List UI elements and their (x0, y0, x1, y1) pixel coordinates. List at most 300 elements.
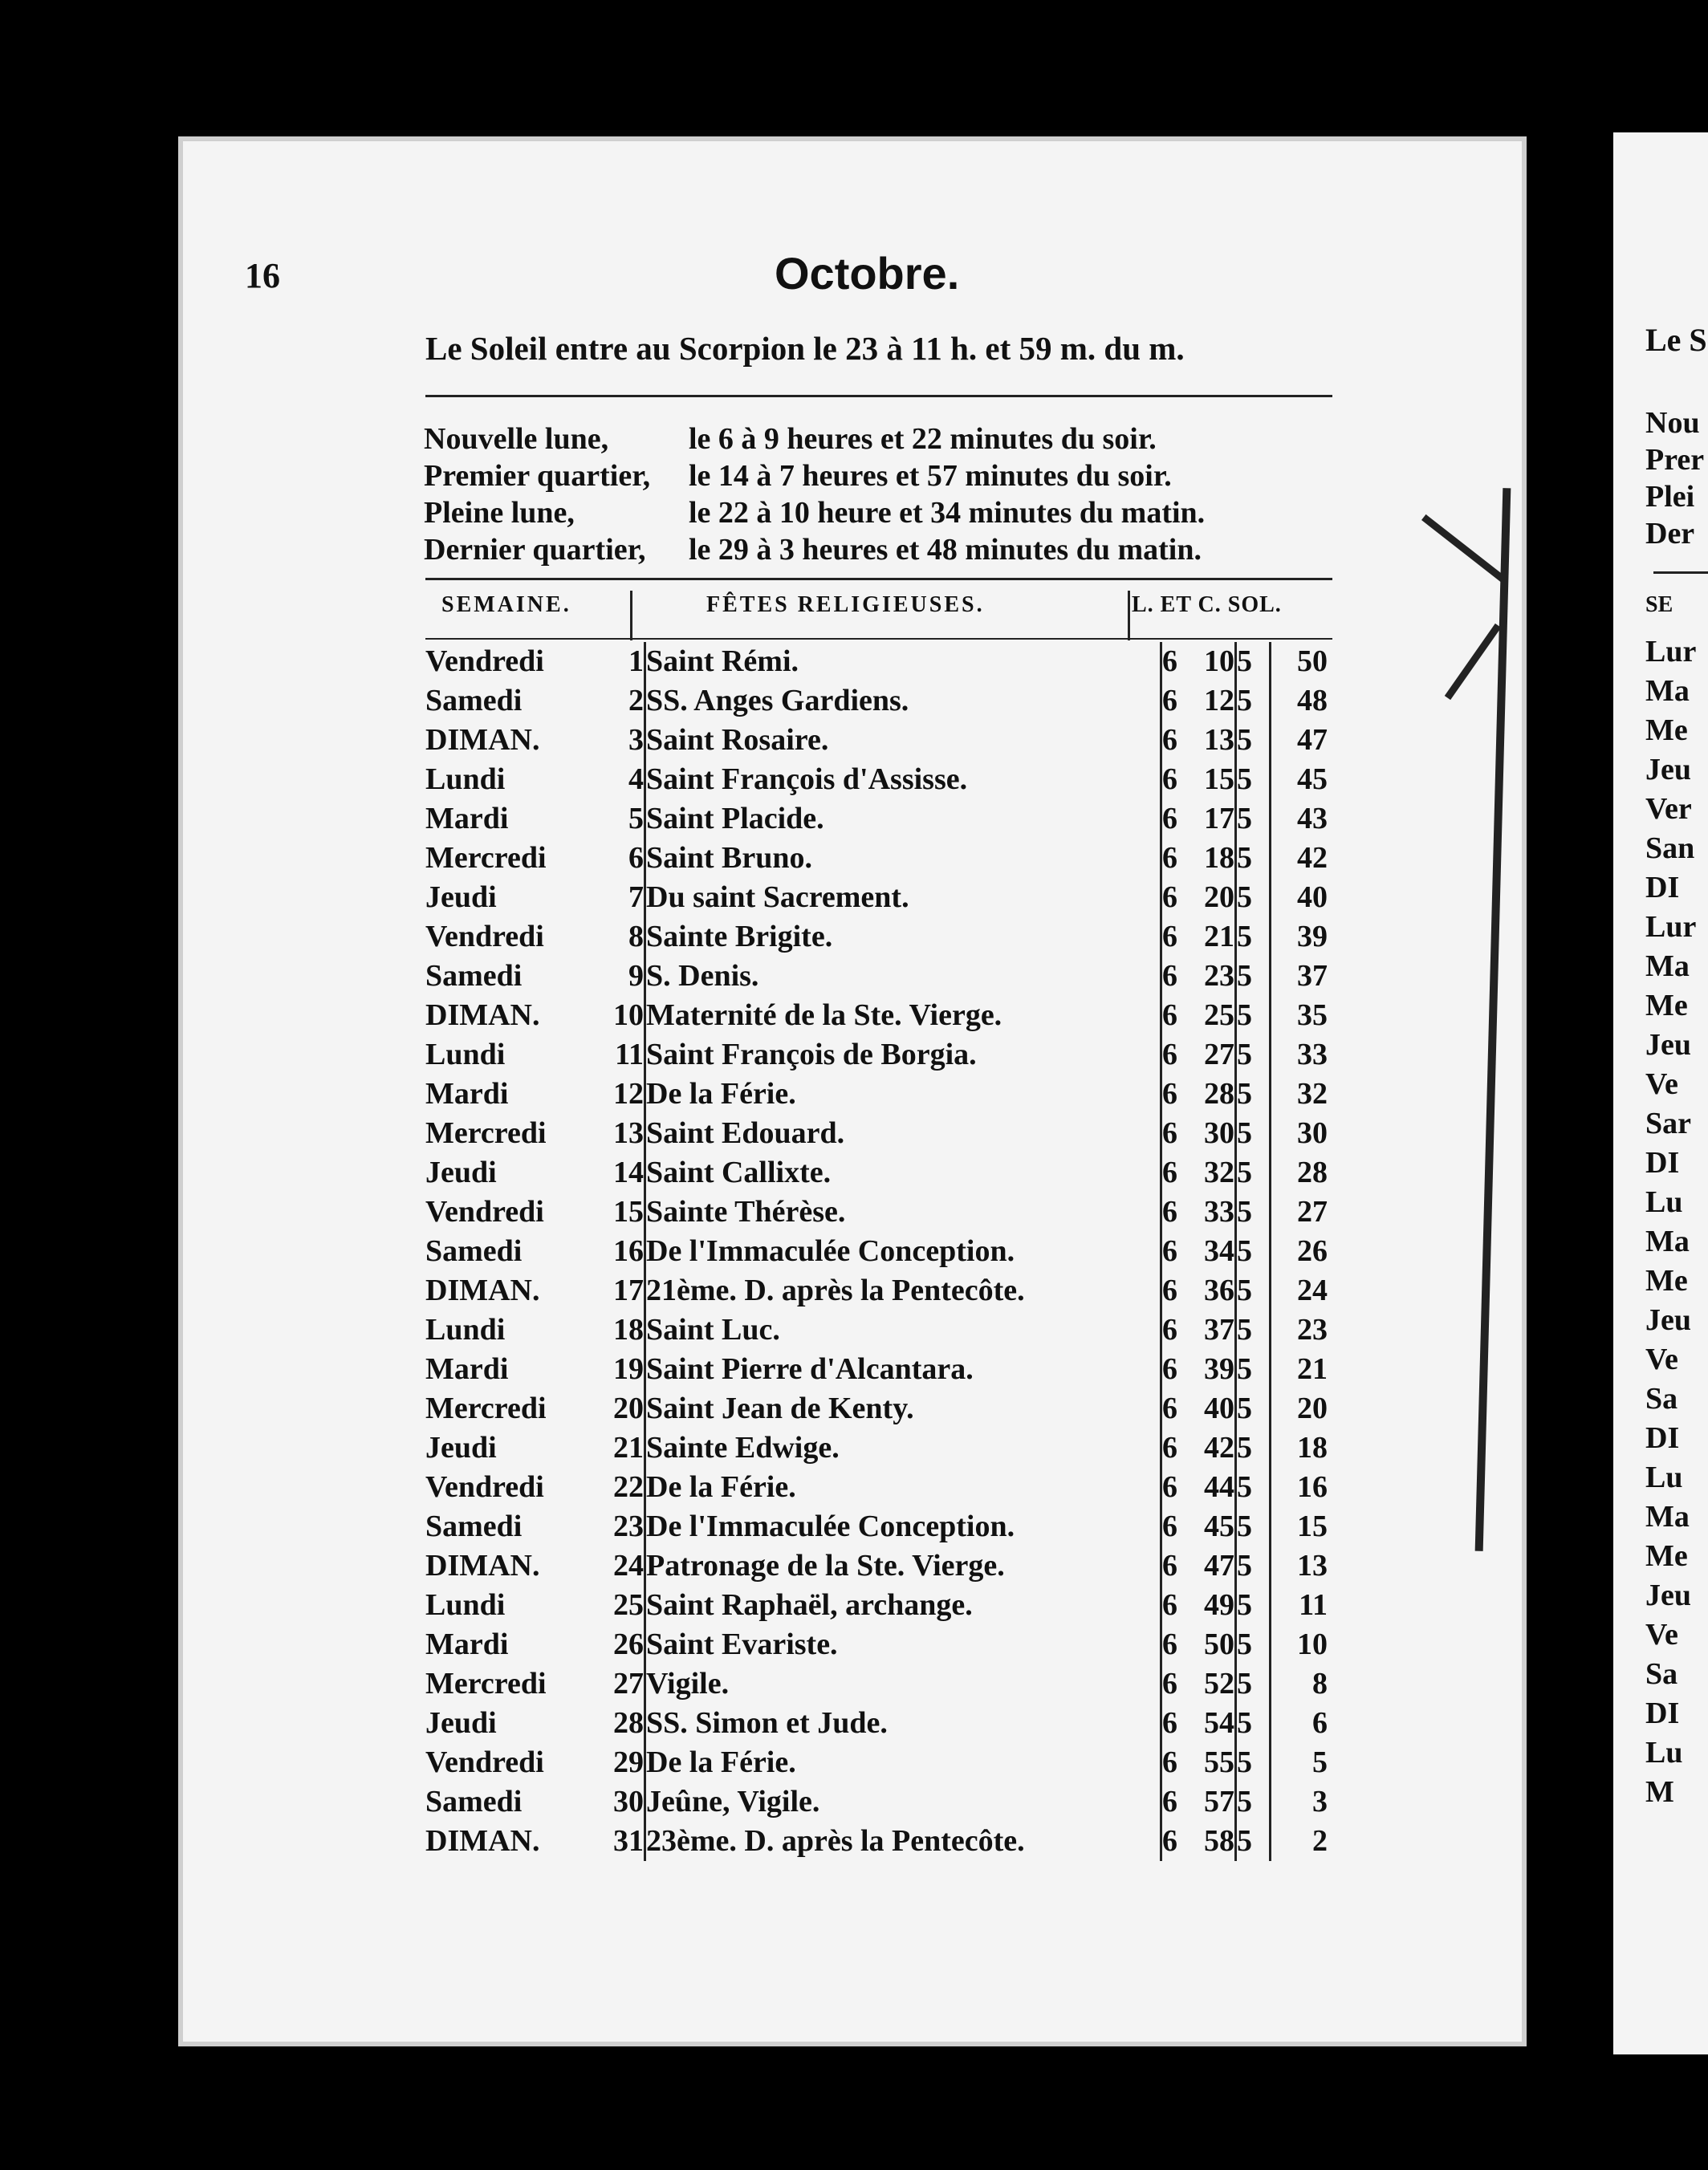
sunrise-minute-cell: 57 (1186, 1782, 1236, 1822)
feast-cell: Saint Bruno. (645, 839, 1161, 878)
weekday-cell: Jeudi (425, 880, 497, 914)
sunrise-hour-cell: 6 (1162, 1431, 1177, 1465)
sunrise-minute-cell: 44 (1186, 1468, 1236, 1507)
facing-header: SE (1645, 592, 1673, 617)
calendar-row (425, 839, 1328, 878)
sunset-hour-cell: 5 (1236, 1232, 1271, 1271)
weekday-cell: Mercredi (425, 1116, 547, 1150)
day-number-cell: 23 (602, 1507, 645, 1546)
facing-solar: Le S (1645, 322, 1707, 358)
moon-phase-name: Nouvelle lune, (424, 422, 609, 456)
facing-weekday-fragment: Ma (1645, 1500, 1690, 1534)
feast-cell: Saint Pierre d'Alcantara. (645, 1350, 1161, 1389)
moon-phase-line (424, 495, 1205, 530)
weekday-cell: Samedi (425, 1785, 523, 1818)
sunset-minute-cell: 28 (1297, 1156, 1328, 1189)
sunrise-minute-cell: 42 (1186, 1428, 1236, 1468)
facing-weekday-fragment: San (1645, 831, 1695, 865)
header-divider-2 (1128, 591, 1130, 640)
moon-phase-name: Premier quartier, (424, 459, 651, 493)
weekday-cell: Samedi (425, 959, 523, 993)
weekday-cell: Lundi (425, 1588, 506, 1622)
feast-cell: Saint Rémi. (645, 642, 1161, 681)
feast-cell: Saint Rosaire. (645, 721, 1161, 760)
feast-cell: De la Férie. (645, 1075, 1161, 1114)
moon-phase-time: le 14 à 7 heures et 57 minutes du soir. (689, 459, 1172, 493)
sunrise-hour-cell: 6 (1162, 1667, 1177, 1701)
feast-cell: De la Férie. (645, 1468, 1161, 1507)
day-number-cell: 3 (602, 721, 645, 760)
facing-weekday-fragment: Jeu (1645, 1579, 1691, 1612)
sunrise-minute-cell: 30 (1186, 1114, 1236, 1153)
sunset-minute-cell: 13 (1297, 1549, 1328, 1583)
day-number-cell: 26 (602, 1625, 645, 1664)
sunset-minute-cell: 15 (1297, 1510, 1328, 1543)
weekday-cell: Vendredi (425, 1470, 544, 1504)
facing-weekday-fragment: Ma (1645, 949, 1690, 983)
moon-phase-name: Dernier quartier, (424, 533, 646, 567)
moon-phase-time: le 6 à 9 heures et 22 minutes du soir. (689, 422, 1157, 456)
sunrise-hour-cell: 6 (1162, 1588, 1177, 1622)
sunrise-minute-cell: 47 (1186, 1546, 1236, 1586)
calendar-row (425, 799, 1328, 839)
rule-header (425, 638, 1332, 640)
calendar-row (425, 1350, 1328, 1389)
calendar-row (425, 1664, 1328, 1704)
feast-cell: Patronage de la Ste. Vierge. (645, 1546, 1161, 1586)
sunset-hour-cell: 5 (1236, 1586, 1271, 1625)
sunset-minute-cell: 45 (1297, 762, 1328, 796)
day-number-cell: 15 (602, 1193, 645, 1232)
sunrise-hour-cell: 6 (1162, 644, 1177, 678)
sunrise-hour-cell: 6 (1162, 684, 1177, 717)
sunset-hour-cell: 5 (1236, 1704, 1271, 1743)
rule-top (425, 395, 1332, 397)
header-sol: L. ET C. SOL. (1132, 592, 1282, 617)
sunset-hour-cell: 5 (1236, 760, 1271, 799)
sunset-minute-cell: 21 (1297, 1352, 1328, 1386)
sunrise-minute-cell: 58 (1186, 1822, 1236, 1861)
sunset-hour-cell: 5 (1236, 1664, 1271, 1704)
sunrise-minute-cell: 37 (1186, 1311, 1236, 1350)
sunset-minute-cell: 18 (1297, 1431, 1328, 1465)
header-fetes: FÊTES RELIGIEUSES. (706, 592, 985, 617)
sunset-minute-cell: 50 (1297, 644, 1328, 678)
sunset-minute-cell: 32 (1297, 1077, 1328, 1111)
feast-cell: Vigile. (645, 1664, 1161, 1704)
sunset-minute-cell: 48 (1297, 684, 1328, 717)
sunset-hour-cell: 5 (1236, 681, 1271, 721)
feast-cell: Saint Placide. (645, 799, 1161, 839)
moon-phase-time: le 29 à 3 heures et 48 minutes du matin. (689, 533, 1202, 567)
calendar-row (425, 721, 1328, 760)
feast-cell: Saint Raphaël, archange. (645, 1586, 1161, 1625)
calendar-row (425, 760, 1328, 799)
facing-weekday-fragment: Ve (1645, 1067, 1678, 1101)
facing-weekday-fragment: Jeu (1645, 1028, 1691, 1062)
weekday-cell: Lundi (425, 1313, 506, 1347)
sunset-minute-cell: 20 (1297, 1392, 1328, 1425)
sunset-hour-cell: 5 (1236, 839, 1271, 878)
calendar-row (425, 878, 1328, 917)
weekday-cell: Mardi (425, 1628, 509, 1661)
sunrise-hour-cell: 6 (1162, 1470, 1177, 1504)
facing-weekday-fragment: M (1645, 1775, 1674, 1809)
weekday-cell: DIMAN. (425, 1274, 540, 1307)
calendar-row (425, 1507, 1328, 1546)
day-number-cell: 20 (602, 1389, 645, 1428)
facing-weekday-fragment: Sa (1645, 1382, 1678, 1416)
solar-entry-line: Le Soleil entre au Scorpion le 23 à 11 h. et 59 m. du m. (425, 330, 1185, 367)
weekday-cell: Lundi (425, 762, 506, 796)
feast-cell: Sainte Thérèse. (645, 1193, 1161, 1232)
calendar-row (425, 957, 1328, 996)
sunrise-minute-cell: 33 (1186, 1193, 1236, 1232)
feast-cell: Saint Luc. (645, 1311, 1161, 1350)
calendar-row (425, 1389, 1328, 1428)
feast-cell: Jeûne, Vigile. (645, 1782, 1161, 1822)
sunrise-minute-cell: 52 (1186, 1664, 1236, 1704)
feast-cell: Saint Callixte. (645, 1153, 1161, 1193)
sunrise-minute-cell: 20 (1186, 878, 1236, 917)
calendar-row (425, 1625, 1328, 1664)
calendar-row (425, 642, 1328, 681)
sunrise-minute-cell: 15 (1186, 760, 1236, 799)
sunset-hour-cell: 5 (1236, 1350, 1271, 1389)
sunset-hour-cell: 5 (1236, 721, 1271, 760)
feast-cell: Saint François de Borgia. (645, 1035, 1161, 1075)
calendar-row (425, 1114, 1328, 1153)
sunset-minute-cell: 2 (1312, 1824, 1328, 1858)
facing-phase-fragment: Nou (1645, 406, 1700, 440)
sunset-minute-cell: 24 (1297, 1274, 1328, 1307)
facing-weekday-fragment: Lu (1645, 1736, 1683, 1770)
facing-weekday-fragment: Ve (1645, 1343, 1678, 1376)
sunrise-minute-cell: 45 (1186, 1507, 1236, 1546)
day-number-cell: 9 (602, 957, 645, 996)
sunrise-hour-cell: 6 (1162, 802, 1177, 835)
sunrise-hour-cell: 6 (1162, 1077, 1177, 1111)
feast-cell: Saint Evariste. (645, 1625, 1161, 1664)
page-number: 16 (245, 256, 280, 295)
feast-cell: 23ème. D. après la Pentecôte. (645, 1822, 1161, 1861)
sunset-hour-cell: 5 (1236, 1075, 1271, 1114)
weekday-cell: Vendredi (425, 1745, 544, 1779)
weekday-cell: Lundi (425, 1038, 506, 1071)
sunrise-hour-cell: 6 (1162, 1274, 1177, 1307)
weekday-cell: DIMAN. (425, 998, 540, 1032)
sunrise-hour-cell: 6 (1162, 1745, 1177, 1779)
facing-weekday-fragment: Jeu (1645, 753, 1691, 786)
moon-phase-time: le 22 à 10 heure et 34 minutes du matin. (689, 496, 1206, 530)
sunset-minute-cell: 26 (1297, 1234, 1328, 1268)
day-number-cell: 25 (602, 1586, 645, 1625)
sunset-hour-cell: 5 (1236, 1035, 1271, 1075)
feast-cell: De la Férie. (645, 1743, 1161, 1782)
weekday-cell: Mardi (425, 802, 509, 835)
sunset-hour-cell: 5 (1236, 957, 1271, 996)
sunrise-minute-cell: 27 (1186, 1035, 1236, 1075)
sunrise-minute-cell: 12 (1186, 681, 1236, 721)
sunset-minute-cell: 30 (1297, 1116, 1328, 1150)
sunset-hour-cell: 5 (1236, 1389, 1271, 1428)
sunrise-hour-cell: 6 (1162, 1392, 1177, 1425)
calendar-row (425, 996, 1328, 1035)
weekday-cell: Mardi (425, 1077, 509, 1111)
sunset-hour-cell: 5 (1236, 1468, 1271, 1507)
sunrise-hour-cell: 6 (1162, 1313, 1177, 1347)
calendar-row (425, 1743, 1328, 1782)
sunrise-hour-cell: 6 (1162, 1116, 1177, 1150)
weekday-cell: Vendredi (425, 920, 544, 953)
sunset-minute-cell: 35 (1297, 998, 1328, 1032)
sunrise-hour-cell: 6 (1162, 1352, 1177, 1386)
feast-cell: 21ème. D. après la Pentecôte. (645, 1271, 1161, 1311)
facing-weekday-fragment: Me (1645, 1264, 1688, 1298)
sunset-hour-cell: 5 (1236, 1311, 1271, 1350)
day-number-cell: 4 (602, 760, 645, 799)
sunset-hour-cell: 5 (1236, 1271, 1271, 1311)
moon-phase-line (424, 421, 1157, 457)
sunrise-hour-cell: 6 (1162, 1195, 1177, 1229)
day-number-cell: 28 (602, 1704, 645, 1743)
calendar-row (425, 681, 1328, 721)
weekday-cell: Vendredi (425, 644, 544, 678)
facing-weekday-fragment: Lur (1645, 910, 1697, 944)
sunset-hour-cell: 5 (1236, 1822, 1271, 1861)
sunrise-minute-cell: 10 (1186, 642, 1236, 681)
calendar-row (425, 1546, 1328, 1586)
day-number-cell: 17 (602, 1271, 645, 1311)
feast-cell: Saint Jean de Kenty. (645, 1389, 1161, 1428)
sunrise-minute-cell: 25 (1186, 996, 1236, 1035)
weekday-cell: Mercredi (425, 841, 547, 875)
facing-weekday-fragment: Lur (1645, 635, 1697, 668)
sunrise-minute-cell: 18 (1186, 839, 1236, 878)
facing-weekday-fragment: Sar (1645, 1107, 1691, 1140)
weekday-cell: DIMAN. (425, 1824, 540, 1858)
day-number-cell: 29 (602, 1743, 645, 1782)
day-number-cell: 21 (602, 1428, 645, 1468)
sunset-minute-cell: 37 (1297, 959, 1328, 993)
sunset-hour-cell: 5 (1236, 1193, 1271, 1232)
sunrise-minute-cell: 36 (1186, 1271, 1236, 1311)
day-number-cell: 31 (602, 1822, 645, 1861)
sunrise-hour-cell: 6 (1162, 1549, 1177, 1583)
sunrise-minute-cell: 13 (1186, 721, 1236, 760)
facing-weekday-fragment: DI (1645, 1697, 1680, 1730)
sunrise-minute-cell: 50 (1186, 1625, 1236, 1664)
calendar-row (425, 1075, 1328, 1114)
header-divider-1 (630, 591, 632, 640)
feast-cell: Sainte Brigite. (645, 917, 1161, 957)
rule-phases (425, 578, 1332, 580)
sunset-minute-cell: 23 (1297, 1313, 1328, 1347)
sunset-minute-cell: 11 (1299, 1588, 1328, 1622)
weekday-cell: Jeudi (425, 1706, 497, 1740)
facing-weekday-fragment: Ve (1645, 1618, 1678, 1652)
facing-weekday-fragment: DI (1645, 1146, 1680, 1180)
day-number-cell: 10 (602, 996, 645, 1035)
feast-cell: De l'Immaculée Conception. (645, 1232, 1161, 1271)
feast-cell: Du saint Sacrement. (645, 878, 1161, 917)
feast-cell: Sainte Edwige. (645, 1428, 1161, 1468)
day-number-cell: 8 (602, 917, 645, 957)
sunset-hour-cell: 5 (1236, 1782, 1271, 1822)
feast-cell: SS. Simon et Jude. (645, 1704, 1161, 1743)
weekday-cell: Jeudi (425, 1431, 497, 1465)
sunrise-hour-cell: 6 (1162, 1234, 1177, 1268)
weekday-cell: Mardi (425, 1352, 509, 1386)
sunset-minute-cell: 16 (1297, 1470, 1328, 1504)
weekday-cell: Samedi (425, 1234, 523, 1268)
sunrise-minute-cell: 55 (1186, 1743, 1236, 1782)
sunrise-hour-cell: 6 (1162, 920, 1177, 953)
feast-cell: S. Denis. (645, 957, 1161, 996)
sunrise-hour-cell: 6 (1162, 1824, 1177, 1858)
calendar-row (425, 1035, 1328, 1075)
sunrise-minute-cell: 54 (1186, 1704, 1236, 1743)
day-number-cell: 22 (602, 1468, 645, 1507)
calendar-row (425, 1586, 1328, 1625)
weekday-cell: Samedi (425, 684, 523, 717)
sunset-hour-cell: 5 (1236, 878, 1271, 917)
sunset-hour-cell: 5 (1236, 996, 1271, 1035)
sunrise-hour-cell: 6 (1162, 723, 1177, 757)
sunset-minute-cell: 3 (1312, 1785, 1328, 1818)
facing-phase-fragment: Plei (1645, 480, 1695, 514)
sunset-minute-cell: 40 (1297, 880, 1328, 914)
day-number-cell: 30 (602, 1782, 645, 1822)
sunset-minute-cell: 42 (1297, 841, 1328, 875)
facing-phase-fragment: Prer (1645, 443, 1705, 477)
day-number-cell: 2 (602, 681, 645, 721)
sunset-minute-cell: 43 (1297, 802, 1328, 835)
sunrise-minute-cell: 28 (1186, 1075, 1236, 1114)
day-number-cell: 24 (602, 1546, 645, 1586)
sunrise-hour-cell: 6 (1162, 1156, 1177, 1189)
sunrise-hour-cell: 6 (1162, 1510, 1177, 1543)
weekday-cell: DIMAN. (425, 1549, 540, 1583)
sunrise-minute-cell: 23 (1186, 957, 1236, 996)
facing-weekday-fragment: Ver (1645, 792, 1692, 826)
sunset-minute-cell: 5 (1312, 1745, 1328, 1779)
sunset-hour-cell: 5 (1236, 1507, 1271, 1546)
calendar-table (425, 642, 1328, 1861)
sunrise-minute-cell: 40 (1186, 1389, 1236, 1428)
facing-weekday-fragment: DI (1645, 1421, 1680, 1455)
sunset-minute-cell: 33 (1297, 1038, 1328, 1071)
sunset-hour-cell: 5 (1236, 1114, 1271, 1153)
calendar-row (425, 1153, 1328, 1193)
sunset-hour-cell: 5 (1236, 799, 1271, 839)
sunrise-hour-cell: 6 (1162, 762, 1177, 796)
sunset-hour-cell: 5 (1236, 1546, 1271, 1586)
sunset-hour-cell: 5 (1236, 1625, 1271, 1664)
facing-weekday-fragment: Me (1645, 989, 1688, 1022)
facing-weekday-fragment: Me (1645, 1539, 1688, 1573)
facing-weekday-fragment: DI (1645, 871, 1680, 904)
sunrise-minute-cell: 21 (1186, 917, 1236, 957)
sunset-minute-cell: 27 (1297, 1195, 1328, 1229)
sunset-hour-cell: 5 (1236, 1743, 1271, 1782)
sunrise-hour-cell: 6 (1162, 880, 1177, 914)
facing-rule (1653, 571, 1708, 574)
sunrise-hour-cell: 6 (1162, 1628, 1177, 1661)
sunrise-hour-cell: 6 (1162, 1706, 1177, 1740)
day-number-cell: 6 (602, 839, 645, 878)
weekday-cell: Samedi (425, 1510, 523, 1543)
day-number-cell: 12 (602, 1075, 645, 1114)
day-number-cell: 19 (602, 1350, 645, 1389)
sunset-minute-cell: 39 (1297, 920, 1328, 953)
sunrise-hour-cell: 6 (1162, 1785, 1177, 1818)
facing-weekday-fragment: Me (1645, 713, 1688, 747)
month-title: Octobre. (775, 248, 960, 299)
weekday-cell: Jeudi (425, 1156, 497, 1189)
day-number-cell: 14 (602, 1153, 645, 1193)
weekday-cell: Mercredi (425, 1667, 547, 1701)
sunrise-hour-cell: 6 (1162, 959, 1177, 993)
feast-cell: De l'Immaculée Conception. (645, 1507, 1161, 1546)
moon-phase-name: Pleine lune, (424, 496, 575, 530)
sunset-hour-cell: 5 (1236, 1428, 1271, 1468)
sunset-hour-cell: 5 (1236, 1153, 1271, 1193)
header-semaine: SEMAINE. (441, 592, 571, 617)
sunrise-hour-cell: 6 (1162, 998, 1177, 1032)
facing-weekday-fragment: Lu (1645, 1461, 1683, 1494)
sunset-hour-cell: 5 (1236, 642, 1271, 681)
feast-cell: Maternité de la Ste. Vierge. (645, 996, 1161, 1035)
calendar-row (425, 917, 1328, 957)
day-number-cell: 13 (602, 1114, 645, 1153)
day-number-cell: 18 (602, 1311, 645, 1350)
day-number-cell: 11 (602, 1035, 645, 1075)
facing-weekday-fragment: Sa (1645, 1657, 1678, 1691)
moon-phase-line (424, 532, 1202, 567)
calendar-row (425, 1704, 1328, 1743)
facing-weekday-fragment: Ma (1645, 1225, 1690, 1258)
weekday-cell: DIMAN. (425, 723, 540, 757)
calendar-row (425, 1311, 1328, 1350)
day-number-cell: 7 (602, 878, 645, 917)
calendar-row (425, 1822, 1328, 1861)
sunrise-minute-cell: 39 (1186, 1350, 1236, 1389)
facing-weekday-fragment: Ma (1645, 674, 1690, 708)
calendar-row (425, 1468, 1328, 1507)
day-number-cell: 1 (602, 642, 645, 681)
calendar-row (425, 1782, 1328, 1822)
sunset-minute-cell: 6 (1312, 1706, 1328, 1740)
calendar-row (425, 1271, 1328, 1311)
weekday-cell: Vendredi (425, 1195, 544, 1229)
sunrise-hour-cell: 6 (1162, 841, 1177, 875)
sunset-minute-cell: 47 (1297, 723, 1328, 757)
calendar-row (425, 1232, 1328, 1271)
day-number-cell: 27 (602, 1664, 645, 1704)
facing-weekday-fragment: Lu (1645, 1185, 1683, 1219)
facing-weekday-fragment: Jeu (1645, 1303, 1691, 1337)
sunrise-minute-cell: 34 (1186, 1232, 1236, 1271)
sunset-minute-cell: 8 (1312, 1667, 1328, 1701)
moon-phase-line (424, 458, 1172, 494)
sunrise-hour-cell: 6 (1162, 1038, 1177, 1071)
facing-phase-fragment: Der (1645, 517, 1695, 551)
sunset-hour-cell: 5 (1236, 917, 1271, 957)
calendar-row (425, 1428, 1328, 1468)
feast-cell: Saint Edouard. (645, 1114, 1161, 1153)
sunrise-minute-cell: 32 (1186, 1153, 1236, 1193)
